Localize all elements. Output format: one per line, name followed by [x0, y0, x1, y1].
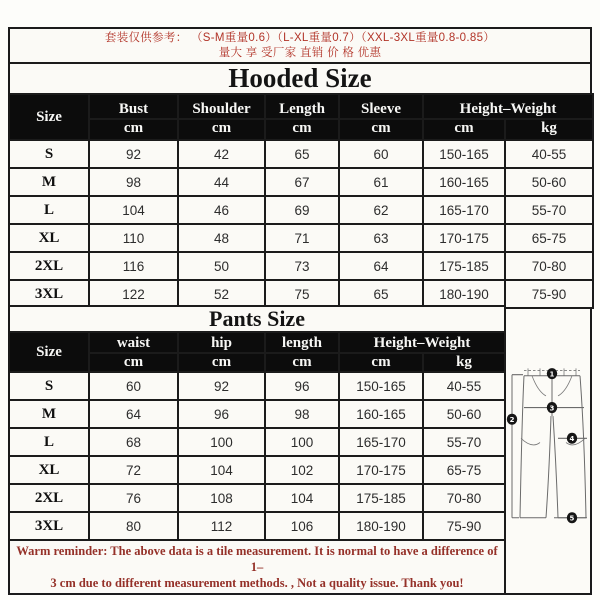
table-cell: 42 — [178, 140, 265, 168]
table-row — [9, 224, 593, 252]
hooded-unit-sleeve-cm: cm — [339, 119, 423, 140]
table-cell: 150-165 — [339, 372, 423, 400]
pants-col-length: length — [265, 332, 339, 353]
hooded-col-bust: Bust — [89, 94, 178, 119]
table-cell: 65 — [265, 140, 339, 168]
table-cell: 170-175 — [339, 456, 423, 484]
hooded-unit-length-cm: cm — [265, 119, 339, 140]
table-cell: 122 — [89, 280, 178, 308]
warning-line1: Warm reminder: The above data is a tile measurement. It is normal to have a difference of 1– — [16, 544, 498, 574]
hooded-col-length: Length — [265, 94, 339, 119]
table-cell: 108 — [178, 484, 265, 512]
pants-section — [8, 307, 592, 595]
table-cell: 3XL — [9, 280, 89, 308]
table-cell: 112 — [178, 512, 265, 540]
table-cell: 60 — [89, 372, 178, 400]
table-cell: 180-190 — [339, 512, 423, 540]
table-cell: 180-190 — [423, 280, 505, 308]
table-cell: 60 — [339, 140, 423, 168]
table-cell: 80 — [89, 512, 178, 540]
hooded-unit-weight-kg: kg — [505, 119, 593, 140]
table-cell: 100 — [178, 428, 265, 456]
table-cell: L — [9, 428, 89, 456]
table-cell: 165-170 — [423, 196, 505, 224]
table-cell: 2XL — [9, 252, 89, 280]
hooded-unit-height-cm: cm — [423, 119, 505, 140]
warning-line2: 3 cm due to different measurement methods. , Not a quality issue. Thank you! — [50, 576, 464, 590]
table-cell: 69 — [265, 196, 339, 224]
table-cell: 40-55 — [505, 140, 593, 168]
table-cell: 64 — [89, 400, 178, 428]
hooded-table-body — [9, 140, 593, 308]
hooded-col-sleeve: Sleeve — [339, 94, 423, 119]
marker-4-label: 4 — [569, 433, 575, 444]
pants-col-height-weight: Height–Weight — [339, 332, 505, 353]
size-chart-sheet — [8, 27, 592, 595]
pants-table-header — [9, 332, 505, 372]
hooded-size-table — [8, 93, 594, 309]
pants-unit-length-cm: cm — [265, 353, 339, 372]
table-cell: 104 — [178, 456, 265, 484]
table-cell: 44 — [178, 168, 265, 196]
pants-inseams — [546, 376, 558, 518]
pants-unit-height-cm: cm — [339, 353, 423, 372]
table-cell: 106 — [265, 512, 339, 540]
hooded-unit-shoulder-cm: cm — [178, 119, 265, 140]
table-row — [9, 196, 593, 224]
table-cell: 63 — [339, 224, 423, 252]
table-cell: 55-70 — [423, 428, 505, 456]
table-cell: 75-90 — [505, 280, 593, 308]
table-cell: 116 — [89, 252, 178, 280]
pants-col-hip: hip — [178, 332, 265, 353]
hooded-col-height-weight: Height–Weight — [423, 94, 593, 119]
table-cell: 52 — [178, 280, 265, 308]
table-cell: M — [9, 168, 89, 196]
table-cell: 46 — [178, 196, 265, 224]
hooded-table-header — [9, 94, 593, 140]
table-cell: 92 — [89, 140, 178, 168]
reference-note — [8, 27, 592, 64]
marker-5-label: 5 — [569, 513, 575, 523]
table-cell: 48 — [178, 224, 265, 252]
table-cell: 98 — [89, 168, 178, 196]
table-cell: 98 — [265, 400, 339, 428]
marker-2-label: 2 — [509, 414, 515, 425]
table-cell: 70-80 — [505, 252, 593, 280]
table-cell: 2XL — [9, 484, 89, 512]
table-cell: S — [9, 140, 89, 168]
table-cell: 68 — [89, 428, 178, 456]
marker-3-label: 3 — [549, 403, 555, 413]
table-cell: 65-75 — [423, 456, 505, 484]
table-cell: 110 — [89, 224, 178, 252]
warning-note — [8, 539, 506, 595]
table-cell: 61 — [339, 168, 423, 196]
pants-size-title: Pants Size — [8, 305, 506, 333]
pants-diagram-cell — [504, 307, 592, 595]
pants-table-block — [8, 307, 506, 595]
table-row — [9, 140, 593, 168]
table-row — [9, 252, 593, 280]
table-cell: 104 — [89, 196, 178, 224]
table-cell: 72 — [89, 456, 178, 484]
table-cell: S — [9, 372, 89, 400]
table-cell: 50-60 — [423, 400, 505, 428]
hooded-size-title: Hooded Size — [8, 62, 592, 95]
pants-size-table — [8, 331, 506, 541]
table-cell: 104 — [265, 484, 339, 512]
table-cell: 175-185 — [339, 484, 423, 512]
table-cell: 75-90 — [423, 512, 505, 540]
table-cell: 40-55 — [423, 372, 505, 400]
table-cell: XL — [9, 224, 89, 252]
table-cell: 71 — [265, 224, 339, 252]
table-row — [9, 484, 505, 512]
pants-left-outseam — [520, 376, 524, 518]
table-cell: 70-80 — [423, 484, 505, 512]
table-cell: 65-75 — [505, 224, 593, 252]
table-cell: 165-170 — [339, 428, 423, 456]
table-cell: 3XL — [9, 512, 89, 540]
table-cell: 175-185 — [423, 252, 505, 280]
table-cell: 150-165 — [423, 140, 505, 168]
table-cell: XL — [9, 456, 89, 484]
pants-table-body — [9, 372, 505, 540]
table-cell: 50-60 — [505, 168, 593, 196]
pants-unit-weight-kg: kg — [423, 353, 505, 372]
pants-unit-waist-cm: cm — [89, 353, 178, 372]
table-cell: 160-165 — [339, 400, 423, 428]
table-cell: 73 — [265, 252, 339, 280]
table-row — [9, 456, 505, 484]
table-row — [9, 512, 505, 540]
table-cell: 92 — [178, 372, 265, 400]
table-cell: 75 — [265, 280, 339, 308]
table-cell: 102 — [265, 456, 339, 484]
table-cell: 62 — [339, 196, 423, 224]
hooded-unit-bust-cm: cm — [89, 119, 178, 140]
table-cell: 64 — [339, 252, 423, 280]
table-cell: 55-70 — [505, 196, 593, 224]
table-cell: 170-175 — [423, 224, 505, 252]
hooded-col-shoulder: Shoulder — [178, 94, 265, 119]
pants-unit-hip-cm: cm — [178, 353, 265, 372]
pants-diagram — [506, 309, 590, 593]
table-cell: L — [9, 196, 89, 224]
table-row — [9, 428, 505, 456]
marker-1-label: 1 — [549, 369, 555, 379]
pants-col-waist: waist — [89, 332, 178, 353]
table-cell: M — [9, 400, 89, 428]
table-row — [9, 280, 593, 308]
pants-right-outseam — [580, 376, 586, 518]
table-cell: 100 — [265, 428, 339, 456]
table-row — [9, 372, 505, 400]
pants-col-size: Size — [9, 332, 89, 372]
table-row — [9, 168, 593, 196]
table-cell: 96 — [178, 400, 265, 428]
table-cell: 76 — [89, 484, 178, 512]
table-cell: 160-165 — [423, 168, 505, 196]
table-cell: 96 — [265, 372, 339, 400]
table-cell: 65 — [339, 280, 423, 308]
table-row — [9, 400, 505, 428]
reference-note-line2: 量大 享 受厂家 直销 价 格 优惠 — [218, 47, 382, 59]
reference-note-line1: 套装仅供参考： （S-M重量0.6）（L-XL重量0.7）（XXL-3XL重量0.8-0.85） — [104, 32, 496, 44]
table-cell: 67 — [265, 168, 339, 196]
hooded-col-size: Size — [9, 94, 89, 140]
table-cell: 50 — [178, 252, 265, 280]
